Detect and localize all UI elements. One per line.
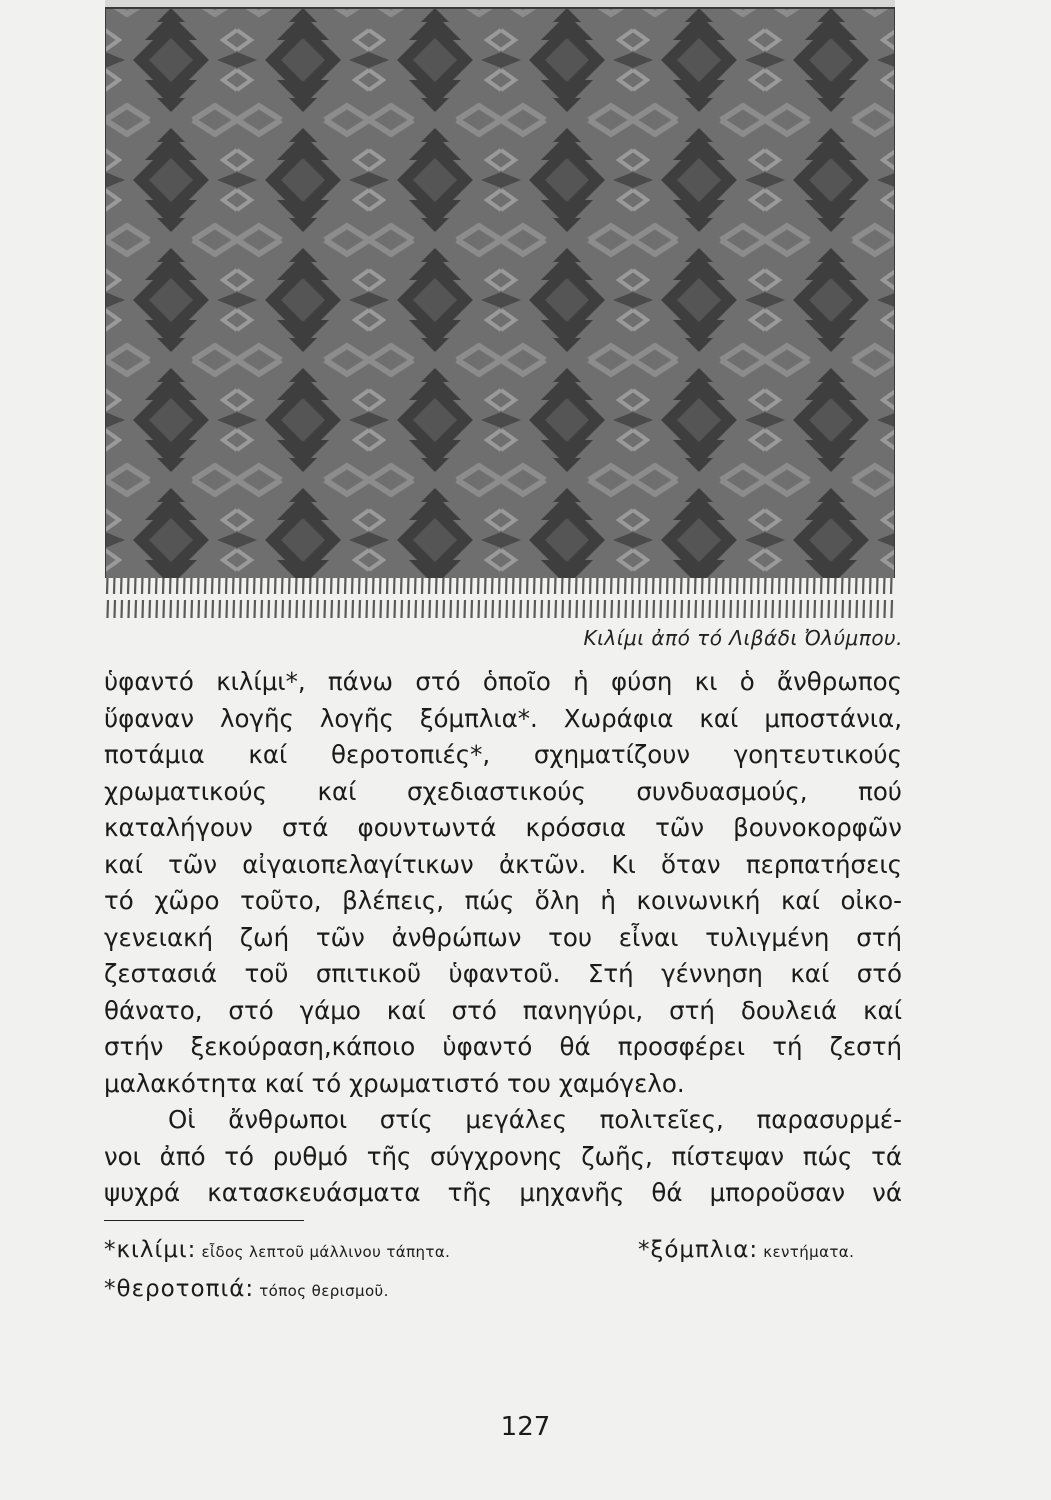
footnote-definition: κεντήματα. [763, 1243, 855, 1261]
footnote-term: *θεροτοπιά: [104, 1276, 255, 1302]
text-line: τό χῶρο τοῦτο, βλέπεις, πώς ὅλη ἡ κοινωνική καί οἰκο- [104, 886, 902, 915]
kilim-photograph [105, 0, 895, 618]
text-line: στήν ξεκούραση,κάποιο ὑφαντό θά προσφέρει τή ζεστή [104, 1032, 902, 1061]
text-line: καταλήγουν στά φουντωντά κρόσσια τῶν βουνοκορφῶν [104, 813, 902, 842]
text-line: νοι ἀπό τό ρυθμό τῆς σύγχρονης ζωῆς, πίστεψαν πώς τά [104, 1141, 902, 1171]
text-line: ποτάμια καί θεροτοπιές*, σχηματίζουν γοητευτικούς [104, 740, 902, 769]
footnote-therotopia [104, 1276, 389, 1302]
text-line: καί τῶν αἰγαιοπελαγίτικων ἀκτῶν. Κι ὅταν περπατήσεις [104, 849, 902, 879]
text-line: ὕφαναν λογῆς λογῆς ξόμπλια*. Χωράφια καί μποστάνια, [104, 703, 902, 733]
footnote-term: *κιλίμι: [104, 1237, 197, 1263]
footnote-xomplia [638, 1237, 854, 1263]
page-number: 127 [500, 1412, 551, 1442]
body-text [104, 664, 902, 1212]
text-line: Οἱ ἄνθρωποι στίς μεγάλες πολιτεῖες, παρασυρμέ- [168, 1105, 902, 1134]
footnote-term: *ξόμπλια: [638, 1237, 759, 1263]
text-line: ὑφαντό κιλίμι*, πάνω στό ὁποῖο ἡ φύση κι ὁ ἄνθρωπος [104, 667, 902, 696]
text-line: ζεστασιά τοῦ σπιτικοῦ ὑφαντοῦ. Στή γέννηση καί στό [104, 959, 902, 988]
text-line: ψυχρά κατασκευάσματα τῆς μηχανῆς θά μποροῦσαν νά [104, 1178, 902, 1207]
text-line: χρωματικούς καί σχεδιαστικούς συνδυασμούς, πού [104, 776, 902, 806]
footnote-definition: τόπος θερισμοῦ. [259, 1282, 389, 1300]
text-line: γενειακή ζωή τῶν ἀνθρώπων του εἶναι τυλιγμένη στή [104, 922, 902, 952]
footnote-definition: εἶδος λεπτοῦ μάλλινου τάπητα. [201, 1243, 451, 1261]
text-line: θάνατο, στό γάμο καί στό πανηγύρι, στή δουλειά καί [104, 995, 902, 1025]
figure-caption: Κιλίμι ἀπό τό Λιβάδι Ὀλύμπου. [583, 626, 903, 650]
footnote-divider [104, 1220, 304, 1221]
text-line: μαλακότητα καί τό χρωματιστό του χαμόγελο. [104, 1068, 685, 1098]
footnote-kilimi [104, 1237, 450, 1263]
